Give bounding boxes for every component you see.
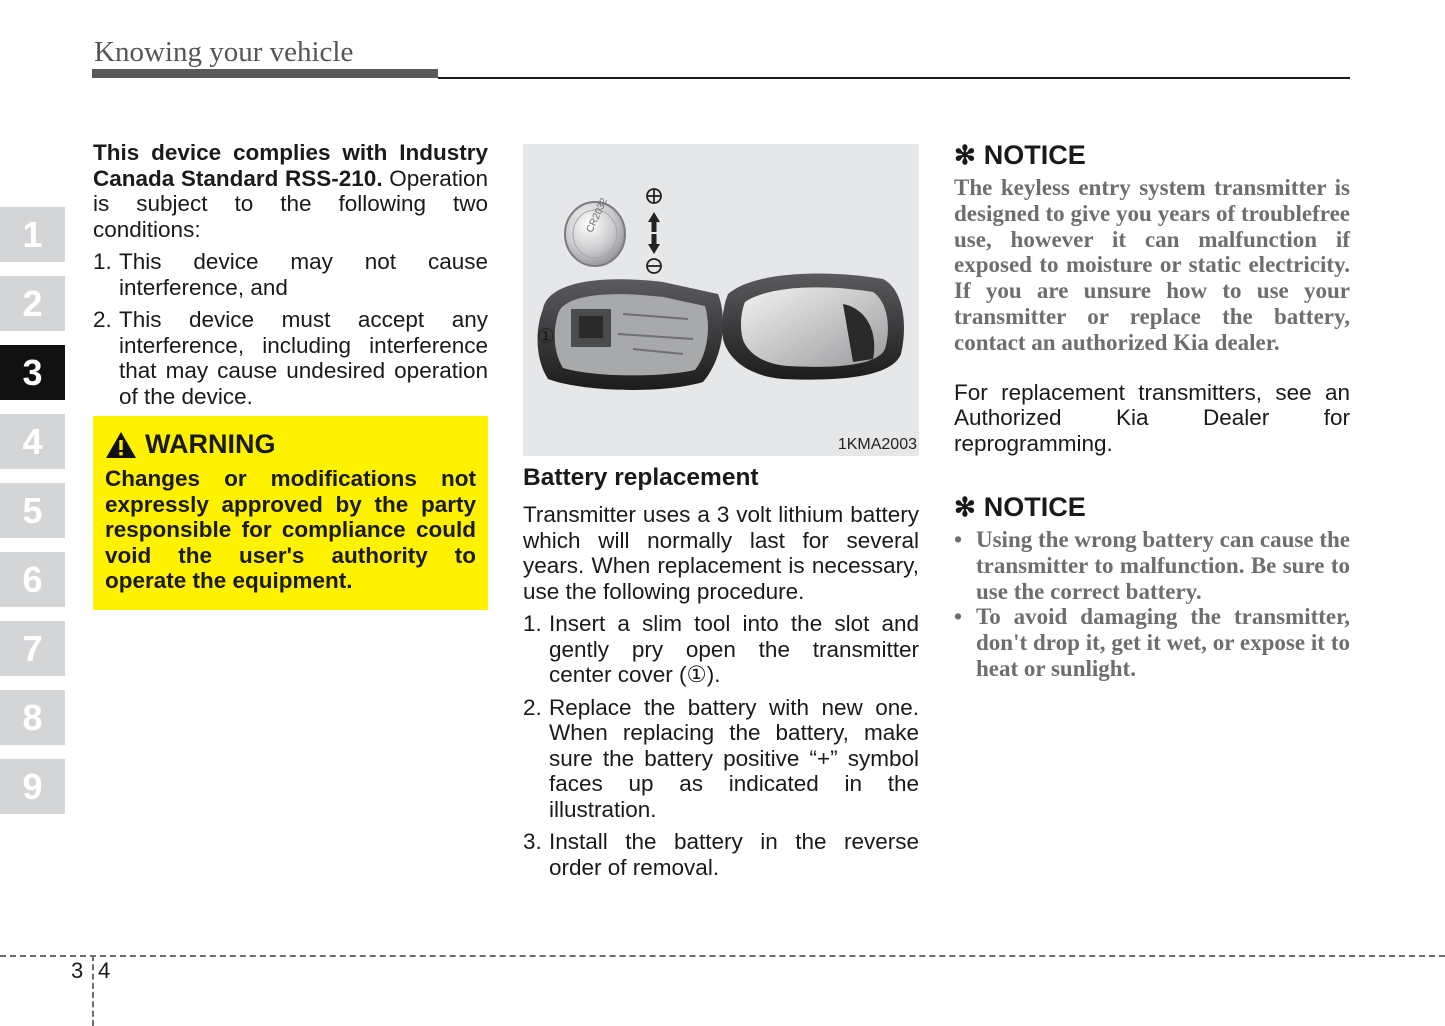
condition-number: 1. [93, 249, 112, 274]
compliance-intro-bold: This device complies with Industry Canada Standard RSS-210. [93, 140, 488, 191]
battery-label: CR2032 [584, 196, 611, 235]
step-item [523, 829, 919, 880]
step-text: Install the battery in the reverse order of removal. [549, 829, 919, 880]
header-bar [92, 69, 438, 78]
bullet-text: To avoid damaging the transmitter, don't drop it, get it wet, or expose it to heat or sunlight. [976, 604, 1350, 682]
warning-triangle-icon [105, 431, 137, 459]
chapter-tab-3[interactable]: 3 [0, 345, 65, 400]
page-header-title: Knowing your vehicle [94, 36, 354, 68]
warning-title: WARNING [145, 429, 276, 459]
page-chapter-number: 3 [71, 958, 84, 983]
notice-text: The keyless entry system transmitter is designed to give you years of troublefree use, however it can malfunction if exposed to moisture or static electricity. If you are unsure how to use your transmitter or replace the battery, contact an authorized Kia dealer. [954, 175, 1350, 355]
column-compliance [93, 140, 488, 610]
battery-intro: Transmitter uses a 3 volt lithium battery which will normally last for several years. When replacement is necessary, use the following procedure. [523, 502, 919, 604]
step-item [523, 611, 919, 688]
chapter-tab-4[interactable]: 4 [0, 414, 65, 469]
figure-code: 1KMA2003 [837, 436, 917, 453]
notice-bullet [954, 604, 1350, 681]
condition-item [93, 307, 488, 409]
bullet-dot: • [954, 604, 963, 630]
step-text: Replace the battery with new one. When replacing the battery, make sure the battery positive “+” symbol faces up as indicated in the illustration. [549, 694, 919, 822]
condition-number: 2. [93, 307, 112, 332]
figure-callout-1: ① [537, 326, 555, 348]
footer-rule [0, 955, 1445, 957]
chapter-tab-9[interactable]: 9 [0, 759, 65, 814]
warning-heading [105, 429, 476, 460]
header-rule [438, 77, 1350, 79]
notice-star-icon: ✻ [954, 492, 976, 523]
chapter-tab-6[interactable]: 6 [0, 552, 65, 607]
section-title-battery-replacement: Battery replacement [523, 464, 759, 491]
condition-item [93, 249, 488, 300]
page-number: 4 [98, 958, 111, 983]
replacement-transmitters-text: For replacement transmitters, see an Authorized Kia Dealer for reprogramming. [954, 379, 1350, 456]
transmitter-battery-illustration [523, 144, 919, 456]
notice-star-icon: ✻ [954, 140, 976, 170]
transmitter-illustration-drawing [523, 144, 919, 456]
notice-title: NOTICE [983, 140, 1086, 170]
bullet-text: Using the wrong battery can cause the transmitter to malfunction. Be sure to use the correct battery. [976, 527, 1350, 604]
chapter-tab-5[interactable]: 5 [0, 483, 65, 538]
notice-heading [954, 492, 1350, 523]
chapter-tab-1[interactable]: 1 [0, 207, 65, 262]
chapter-tab-2[interactable]: 2 [0, 276, 65, 331]
compliance-intro [93, 140, 488, 242]
chapter-tab-8[interactable]: 8 [0, 690, 65, 745]
notice-heading [954, 140, 1350, 171]
condition-text: This device must accept any interference, including interference that may cause undesired operation of the device. [119, 307, 488, 409]
step-number: 2. [523, 694, 542, 720]
column-battery [523, 140, 919, 887]
step-number: 3. [523, 829, 542, 854]
step-text: Insert a slim tool into the slot and gently pry open the transmitter center cover (①). [549, 611, 919, 687]
column-notices [954, 140, 1350, 682]
footer-divider [92, 955, 94, 1026]
notice-title: NOTICE [983, 492, 1086, 523]
step-item [523, 695, 919, 823]
condition-text: This device may not cause interference, and [119, 249, 488, 300]
notice-bullet [954, 527, 1350, 604]
step-number: 1. [523, 611, 542, 636]
warning-box [93, 416, 488, 610]
compliance-intro-rest: Operation is subject to the following two conditions: [93, 165, 489, 242]
chapter-tab-7[interactable]: 7 [0, 621, 65, 676]
warning-text: Changes or modifications not expressly approved by the party responsible for compliance could void the user's authority to operate the equipment. [105, 466, 476, 593]
bullet-dot: • [954, 527, 963, 553]
